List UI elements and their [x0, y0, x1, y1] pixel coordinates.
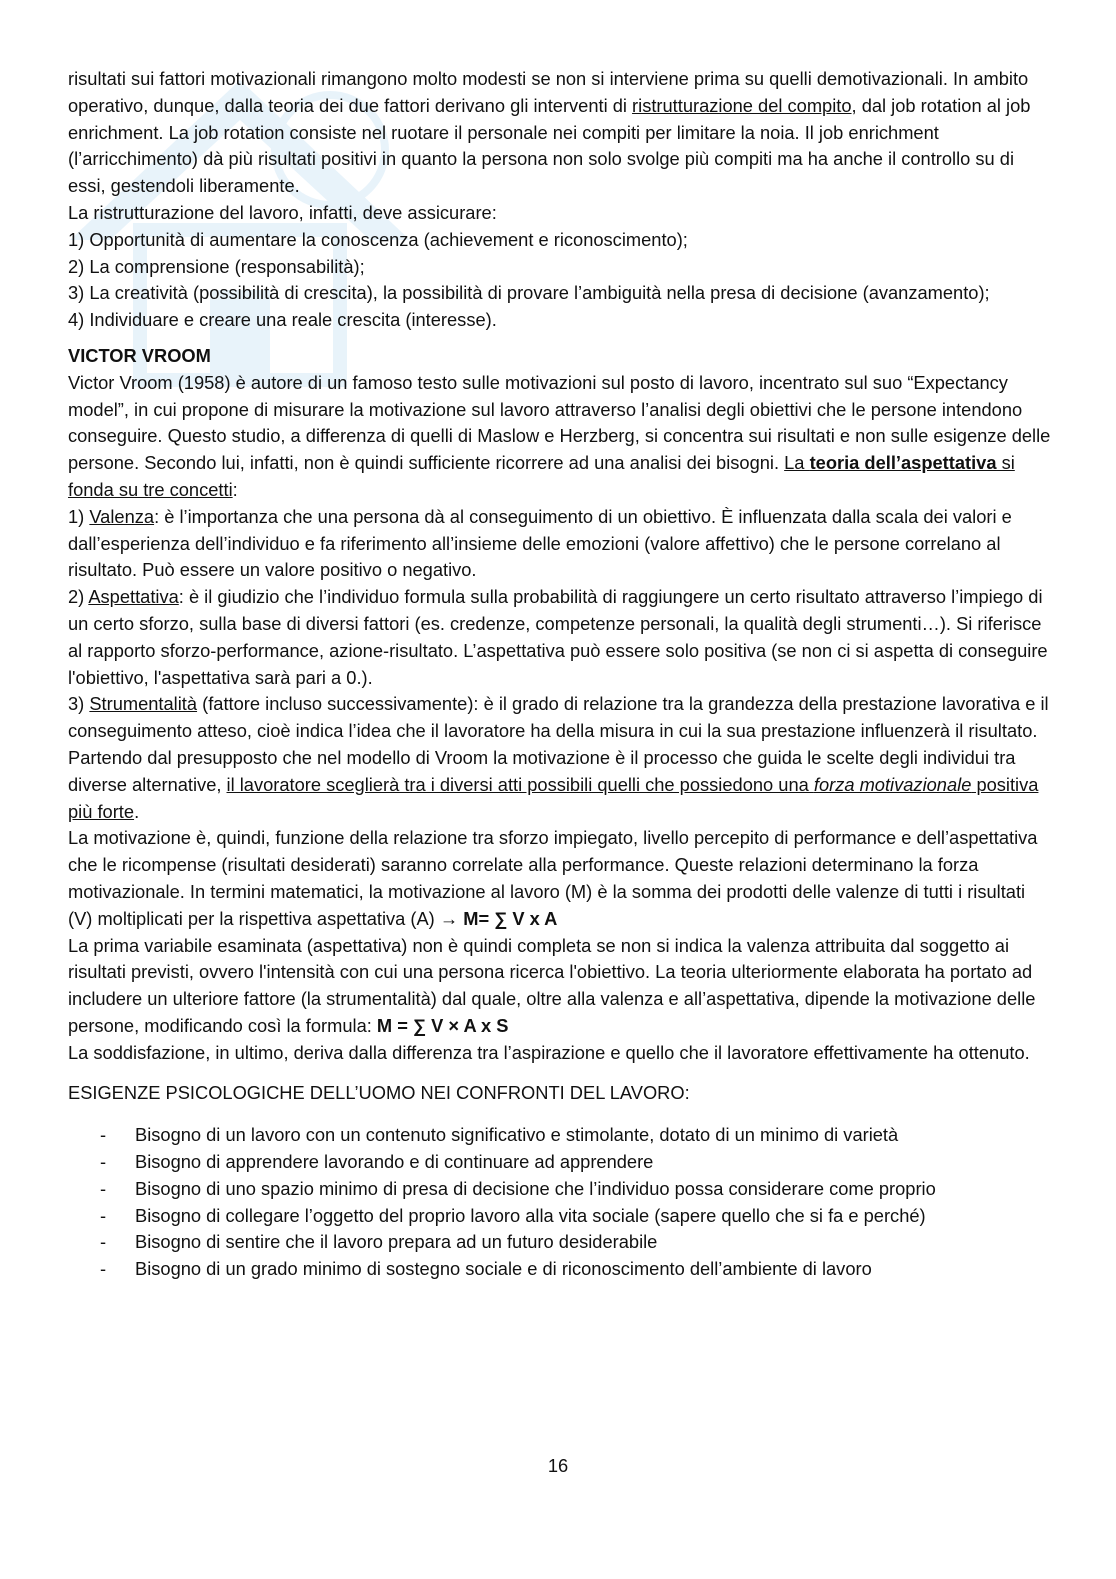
list-item: - Bisogno di un lavoro con un contenuto significativo e stimolante, dotato di un minimo di varietà: [68, 1122, 1053, 1149]
list-item: - Bisogno di sentire che il lavoro prepara ad un futuro desiderabile: [68, 1229, 1053, 1256]
concept-term: Strumentalità: [89, 693, 198, 715]
restructuring-item: 3) La creatività (possibilità di crescita), la possibilità di provare l’ambiguità nella presa di decisione (avanzamento);: [68, 282, 990, 304]
paragraph-vroom-intro: [68, 370, 1053, 504]
concept-number: 3): [68, 693, 90, 715]
needs-list: [68, 1122, 1053, 1283]
text-span: il lavoratore sceglierà tra i diversi atti possibili quelli che possiedono una: [226, 773, 814, 795]
restructuring-item: 1) Opportunità di aumentare la conoscenza (achievement e riconoscimento);: [68, 228, 688, 250]
concept-strumentalita: [68, 691, 1053, 745]
section-heading-vroom: VICTOR VROOM: [68, 344, 211, 366]
text-span: La prima variabile esaminata (aspettativa) non è quindi completa se non si indica la valenza attribuita dal soggetto ai risultati previsti, ovvero l'intensità con cui una persona ricerca l'obiettivo. La teoria ulteriormente elaborata ha portato ad includere un ulteriore fattore (la strumentalità) dal quale, oltre alla valenza e all’aspettativa, dipende la motivazione delle persone, modificando così la formula:: [68, 934, 1036, 1036]
concept-text: : è l’importanza che una persona dà al conseguimento di un obiettivo. È influenzata dalla scala dei valori e dall’esperienza dell’individuo e fa riferimento all’insieme delle emozioni (valore affettivo) che le persone correlano al risultato. Può essere un valore positivo o negativo.: [68, 505, 1012, 581]
text-span: Victor Vroom (1958) è autore di un famoso testo sulle motivazioni sul posto di lavoro, incentrato sul suo “Expectancy model”, in cui propone di misurare la motivazione sul lavoro attraverso l’analisi degli obiettivi che le persone intendono conseguire. Questo studio, a differenza di quelli di Maslow e Herzberg, si concentra sui risultati e non sulle esigenze delle persone. Secondo lui, infatti, non è quindi sufficiente ricorrere ad una analisi dei bisogni.: [68, 371, 1051, 474]
concept-text: : è il giudizio che l’individuo formula sulla probabilità di raggiungere un certo risultato attraverso l’impiego di un certo sforzo, sulla base di diversi fattori (es. credenze, competenze personali, la qualità degli strumenti…). Si riferisce al rapporto sforzo-performance, azione-risultato. L’aspettativa può essere solo positiva (se non ci si aspetta di conseguire l'obiettivo, l'aspettativa sarà pari a 0.).: [68, 586, 1048, 688]
text-span: La: [784, 452, 810, 474]
underlined-term: ristrutturazione del compito: [632, 94, 852, 116]
concept-valenza: [68, 504, 1053, 584]
list-item: - Bisogno di collegare l’oggetto del proprio lavoro alla vita sociale (sapere quello che si fa e perché): [68, 1203, 1053, 1230]
concept-number: 2): [68, 586, 89, 608]
text-span: si fonda su tre concetti: [68, 452, 1015, 500]
paragraph-formula-2: [68, 933, 1053, 1040]
concept-aspettativa: [68, 584, 1053, 691]
concept-term: Aspettativa: [88, 586, 179, 608]
text-span: , dal job rotation al job enrichment. La job rotation consiste nel ruotare il personale nei compiti per limitare la noia. Il job enrichment (l’arricchimento) dà più risultati positivi in quanto la persona non solo svolge più compiti ma ha anche il controllo su di essi, gestendoli liberamente.: [68, 94, 1031, 197]
text-span: La motivazione è, quindi, funzione della relazione tra sforzo impiegato, livello percepito di performance e dell’aspettativa che le ricompense (risultati desiderati) saranno correlate alla performance. Queste relazioni determinano la forza motivazionale. In termini matematici, la motivazione al lavoro (M) è la somma dei prodotti delle valenze di tutti i risultati (V) moltiplicati per la rispettiva aspettativa (A): [68, 827, 1038, 929]
paragraph-satisfaction: La soddisfazione, in ultimo, deriva dalla differenza tra l’aspirazione e quello che il lavoratore effettivamente ha ottenuto.: [68, 1041, 1030, 1063]
page-number: 16: [547, 1455, 569, 1476]
text-span: Partendo dal presupposto che nel modello di Vroom la motivazione è il processo che guida le scelte degli individui tra diverse alternative,: [68, 746, 1016, 795]
concept-term: Valenza: [89, 505, 155, 527]
concept-number: 1): [68, 505, 90, 527]
formula: M= ∑ V x A: [463, 907, 558, 929]
list-item: - Bisogno di apprendere lavorando e di continuare ad apprendere: [68, 1149, 1053, 1176]
document-page: [68, 66, 1053, 1283]
formula: M = ∑ V × A x S: [376, 1014, 509, 1036]
paragraph-formula-1: [68, 825, 1053, 932]
section-heading-needs: ESIGENZE PSICOLOGICHE DELL’UOMO NEI CONFRONTI DEL LAVORO:: [68, 1082, 690, 1104]
bold-term: teoria dell’aspettativa: [809, 452, 997, 474]
restructuring-item: 4) Individuare e creare una reale crescita (interesse).: [68, 309, 497, 331]
text-span: positiva più forte: [68, 773, 1039, 822]
restructuring-item: 2) La comprensione (responsabilità);: [68, 255, 365, 277]
text-span: risultati sui fattori motivazionali rimangono molto modesti se non si interviene prima su quelli demotivazionali. In ambito operativo, dunque, dalla teoria dei due fattori derivano gli interventi di: [68, 68, 1029, 116]
text-span: :: [232, 478, 238, 500]
paragraph-worker-choice: [68, 745, 1053, 825]
list-item: - Bisogno di un grado minimo di sostegno sociale e di riconoscimento dell’ambiente di lavoro: [68, 1256, 1053, 1283]
list-item: - Bisogno di uno spazio minimo di presa di decisione che l’individuo possa considerare come proprio: [68, 1176, 1053, 1203]
text-span: .: [134, 800, 140, 822]
paragraph-restructuring-intro: La ristrutturazione del lavoro, infatti, deve assicurare:: [68, 201, 497, 223]
italic-term: forza motivazionale: [813, 773, 972, 795]
concept-text: (fattore incluso successivamente): è il grado di relazione tra la grandezza della prestazione lavorativa e il conseguimento atteso, cioè indica l’idea che il lavoratore ha della misura in cui la sua prestazione influenzerà il risultato.: [68, 693, 1049, 742]
paragraph-job-enrichment: [68, 66, 1053, 200]
arrow-icon: →: [439, 907, 459, 929]
